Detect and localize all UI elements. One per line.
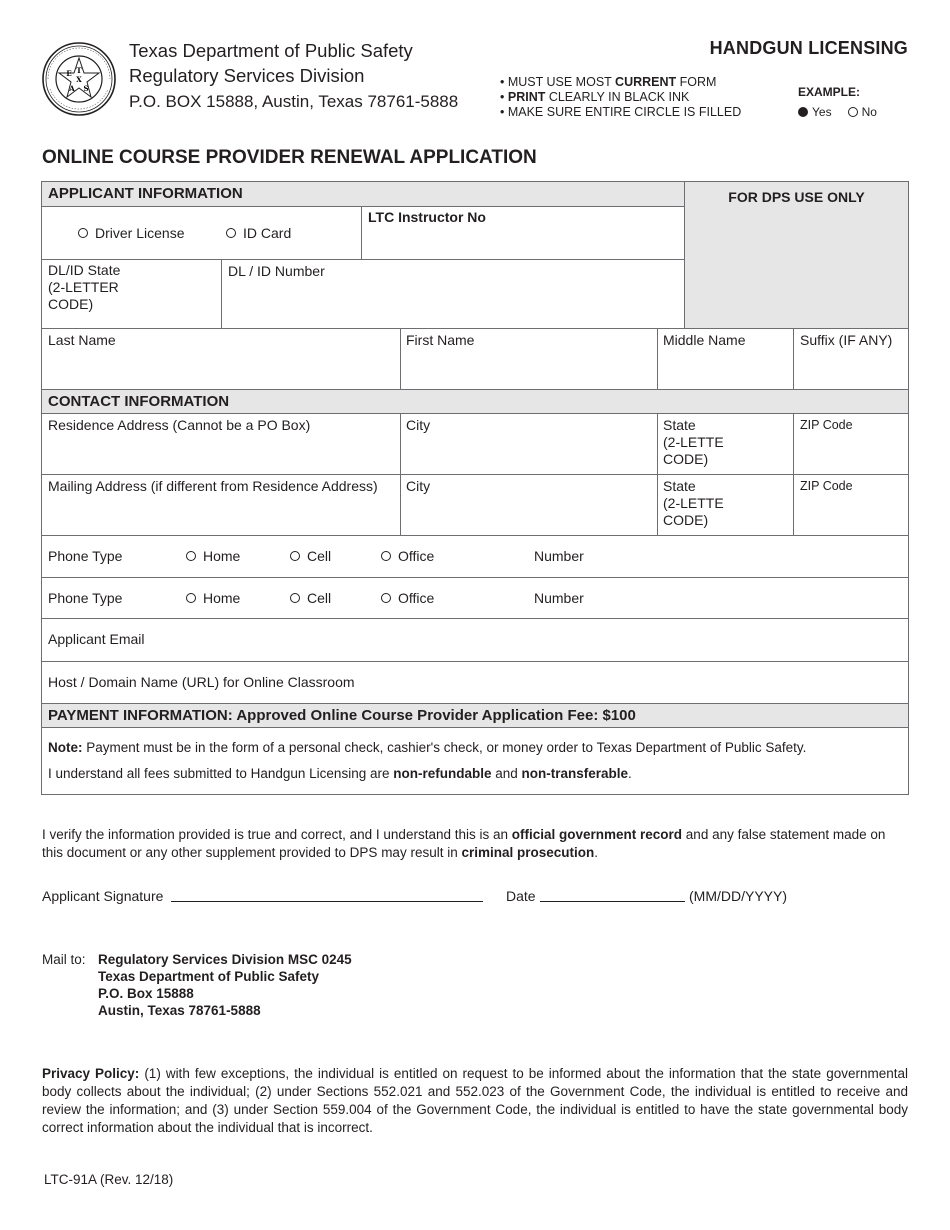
agency-address: P.O. BOX 15888, Austin, Texas 78761-5888 <box>129 92 459 111</box>
radio-circle-icon <box>186 593 196 603</box>
applicant-signature-label: Applicant Signature <box>42 888 164 904</box>
example-options <box>798 105 877 119</box>
driver-license-radio[interactable]: Driver License <box>78 225 184 241</box>
example-no: No <box>861 105 877 119</box>
date-label: Date <box>506 888 536 904</box>
seal-letter: X <box>76 75 82 84</box>
phone-2-office-radio[interactable]: Office <box>381 590 434 606</box>
instruction-item: • MUST USE MOST CURRENT FORM <box>500 75 717 89</box>
phone-2-cell-radio[interactable]: Cell <box>290 590 331 606</box>
phone-2-home-radio[interactable]: Home <box>186 590 240 606</box>
agency-block <box>129 38 458 114</box>
mailing-zip-field[interactable]: ZIP Code <box>800 479 853 493</box>
example-yes: Yes <box>812 105 832 119</box>
seal-letter: A <box>69 84 75 93</box>
date-line[interactable] <box>540 901 685 902</box>
dl-state-field[interactable]: DL/ID State (2-LETTER CODE) <box>48 262 121 312</box>
instructions-list <box>500 75 741 120</box>
radio-circle-icon <box>381 593 391 603</box>
applicant-signature-line[interactable] <box>171 901 483 902</box>
instruction-item: • PRINT CLEARLY IN BLACK INK <box>500 90 690 104</box>
fees-statement: I understand all fees submitted to Handgun Licensing are non-refundable and non-transferable. <box>48 766 632 781</box>
radio-circle-icon <box>226 228 236 238</box>
dps-use-only: FOR DPS USE ONLY <box>685 182 908 328</box>
empty-circle-icon <box>848 107 858 117</box>
mail-to-label: Mail to: <box>42 952 86 967</box>
phone-1-number-field[interactable]: Number <box>534 548 584 564</box>
radio-circle-icon <box>78 228 88 238</box>
residence-state-field[interactable]: State (2-LETTE CODE) <box>663 417 724 467</box>
host-url-field[interactable]: Host / Domain Name (URL) for Online Classroom <box>48 674 355 690</box>
agency-division: Regulatory Services Division <box>129 65 365 86</box>
agency-name: Texas Department of Public Safety <box>129 40 413 61</box>
phone-type-label-2: Phone Type <box>48 590 123 606</box>
residence-city-field[interactable]: City <box>406 417 431 433</box>
mail-to-address: Regulatory Services Division MSC 0245 Texas Department of Public Safety P.O. Box 15888 Austin, Texas 78761-5888 <box>98 952 352 1018</box>
radio-circle-icon <box>381 551 391 561</box>
applicant-email-field[interactable]: Applicant Email <box>48 631 145 647</box>
mail-to-block <box>42 951 352 1018</box>
date-format: (MM/DD/YYYY) <box>689 888 787 904</box>
last-name-field[interactable]: Last Name <box>48 332 116 348</box>
ltc-instructor-no-field[interactable]: LTC Instructor No <box>368 209 486 225</box>
dl-number-field[interactable]: DL / ID Number <box>228 263 325 279</box>
first-name-field[interactable]: First Name <box>406 332 475 348</box>
radio-circle-icon <box>290 593 300 603</box>
phone-2-number-field[interactable]: Number <box>534 590 584 606</box>
verification-statement: I verify the information provided is true and correct, and I understand this is an official government record and any false statement made on this document or any other supplement provided to DPS may result in criminal prosecution. <box>42 827 886 860</box>
mailing-state-field[interactable]: State (2-LETTE CODE) <box>663 478 724 528</box>
phone-1-office-radio[interactable]: Office <box>381 548 434 564</box>
phone-1-cell-radio[interactable]: Cell <box>290 548 331 564</box>
seal-letter: T <box>76 66 82 75</box>
payment-section-header: PAYMENT INFORMATION: Approved Online Course Provider Application Fee: $100 <box>42 704 908 727</box>
middle-name-field[interactable]: Middle Name <box>663 332 746 348</box>
phone-type-label-1: Phone Type <box>48 548 123 564</box>
phone-1-home-radio[interactable]: Home <box>186 548 240 564</box>
radio-circle-icon <box>290 551 300 561</box>
example-title: EXAMPLE: <box>798 85 861 99</box>
applicant-section-header: APPLICANT INFORMATION <box>42 182 684 206</box>
id-card-radio[interactable]: ID Card <box>226 225 291 241</box>
privacy-policy: Privacy Policy: (1) with few exceptions, the individual is entitled on request to be informed about the information that the state governmental body collects about the individual; (2) under Sections 552.021 and 552.023 of the Government Code, the individual is entitled to receive and review the information; and (3) under Section 559.004 of the Government Code, the individual is entitled to have the state governmental body correct information about the individual that is incorrect. <box>42 1066 908 1135</box>
division-title: HANDGUN LICENSING <box>709 38 908 58</box>
radio-circle-icon <box>186 551 196 561</box>
contact-section-header: CONTACT INFORMATION <box>42 390 908 413</box>
form-number: LTC-91A (Rev. 12/18) <box>44 1172 174 1187</box>
mailing-city-field[interactable]: City <box>406 478 431 494</box>
seal-letter: E <box>66 69 72 78</box>
instruction-item: • MAKE SURE ENTIRE CIRCLE IS FILLED <box>500 105 742 119</box>
residence-address-field[interactable]: Residence Address (Cannot be a PO Box) <box>48 417 311 433</box>
residence-zip-field[interactable]: ZIP Code <box>800 418 853 432</box>
form-title: ONLINE COURSE PROVIDER RENEWAL APPLICATION <box>42 147 537 168</box>
suffix-field[interactable]: Suffix (IF ANY) <box>800 332 893 348</box>
seal-letter: S <box>83 84 89 93</box>
payment-note: Note: Payment must be in the form of a personal check, cashier's check, or money order to Texas Department of Public Safety. <box>48 740 807 755</box>
filled-circle-icon <box>798 107 808 117</box>
dps-seal-logo <box>41 41 117 117</box>
mailing-address-field[interactable]: Mailing Address (if different from Residence Address) <box>48 478 378 494</box>
